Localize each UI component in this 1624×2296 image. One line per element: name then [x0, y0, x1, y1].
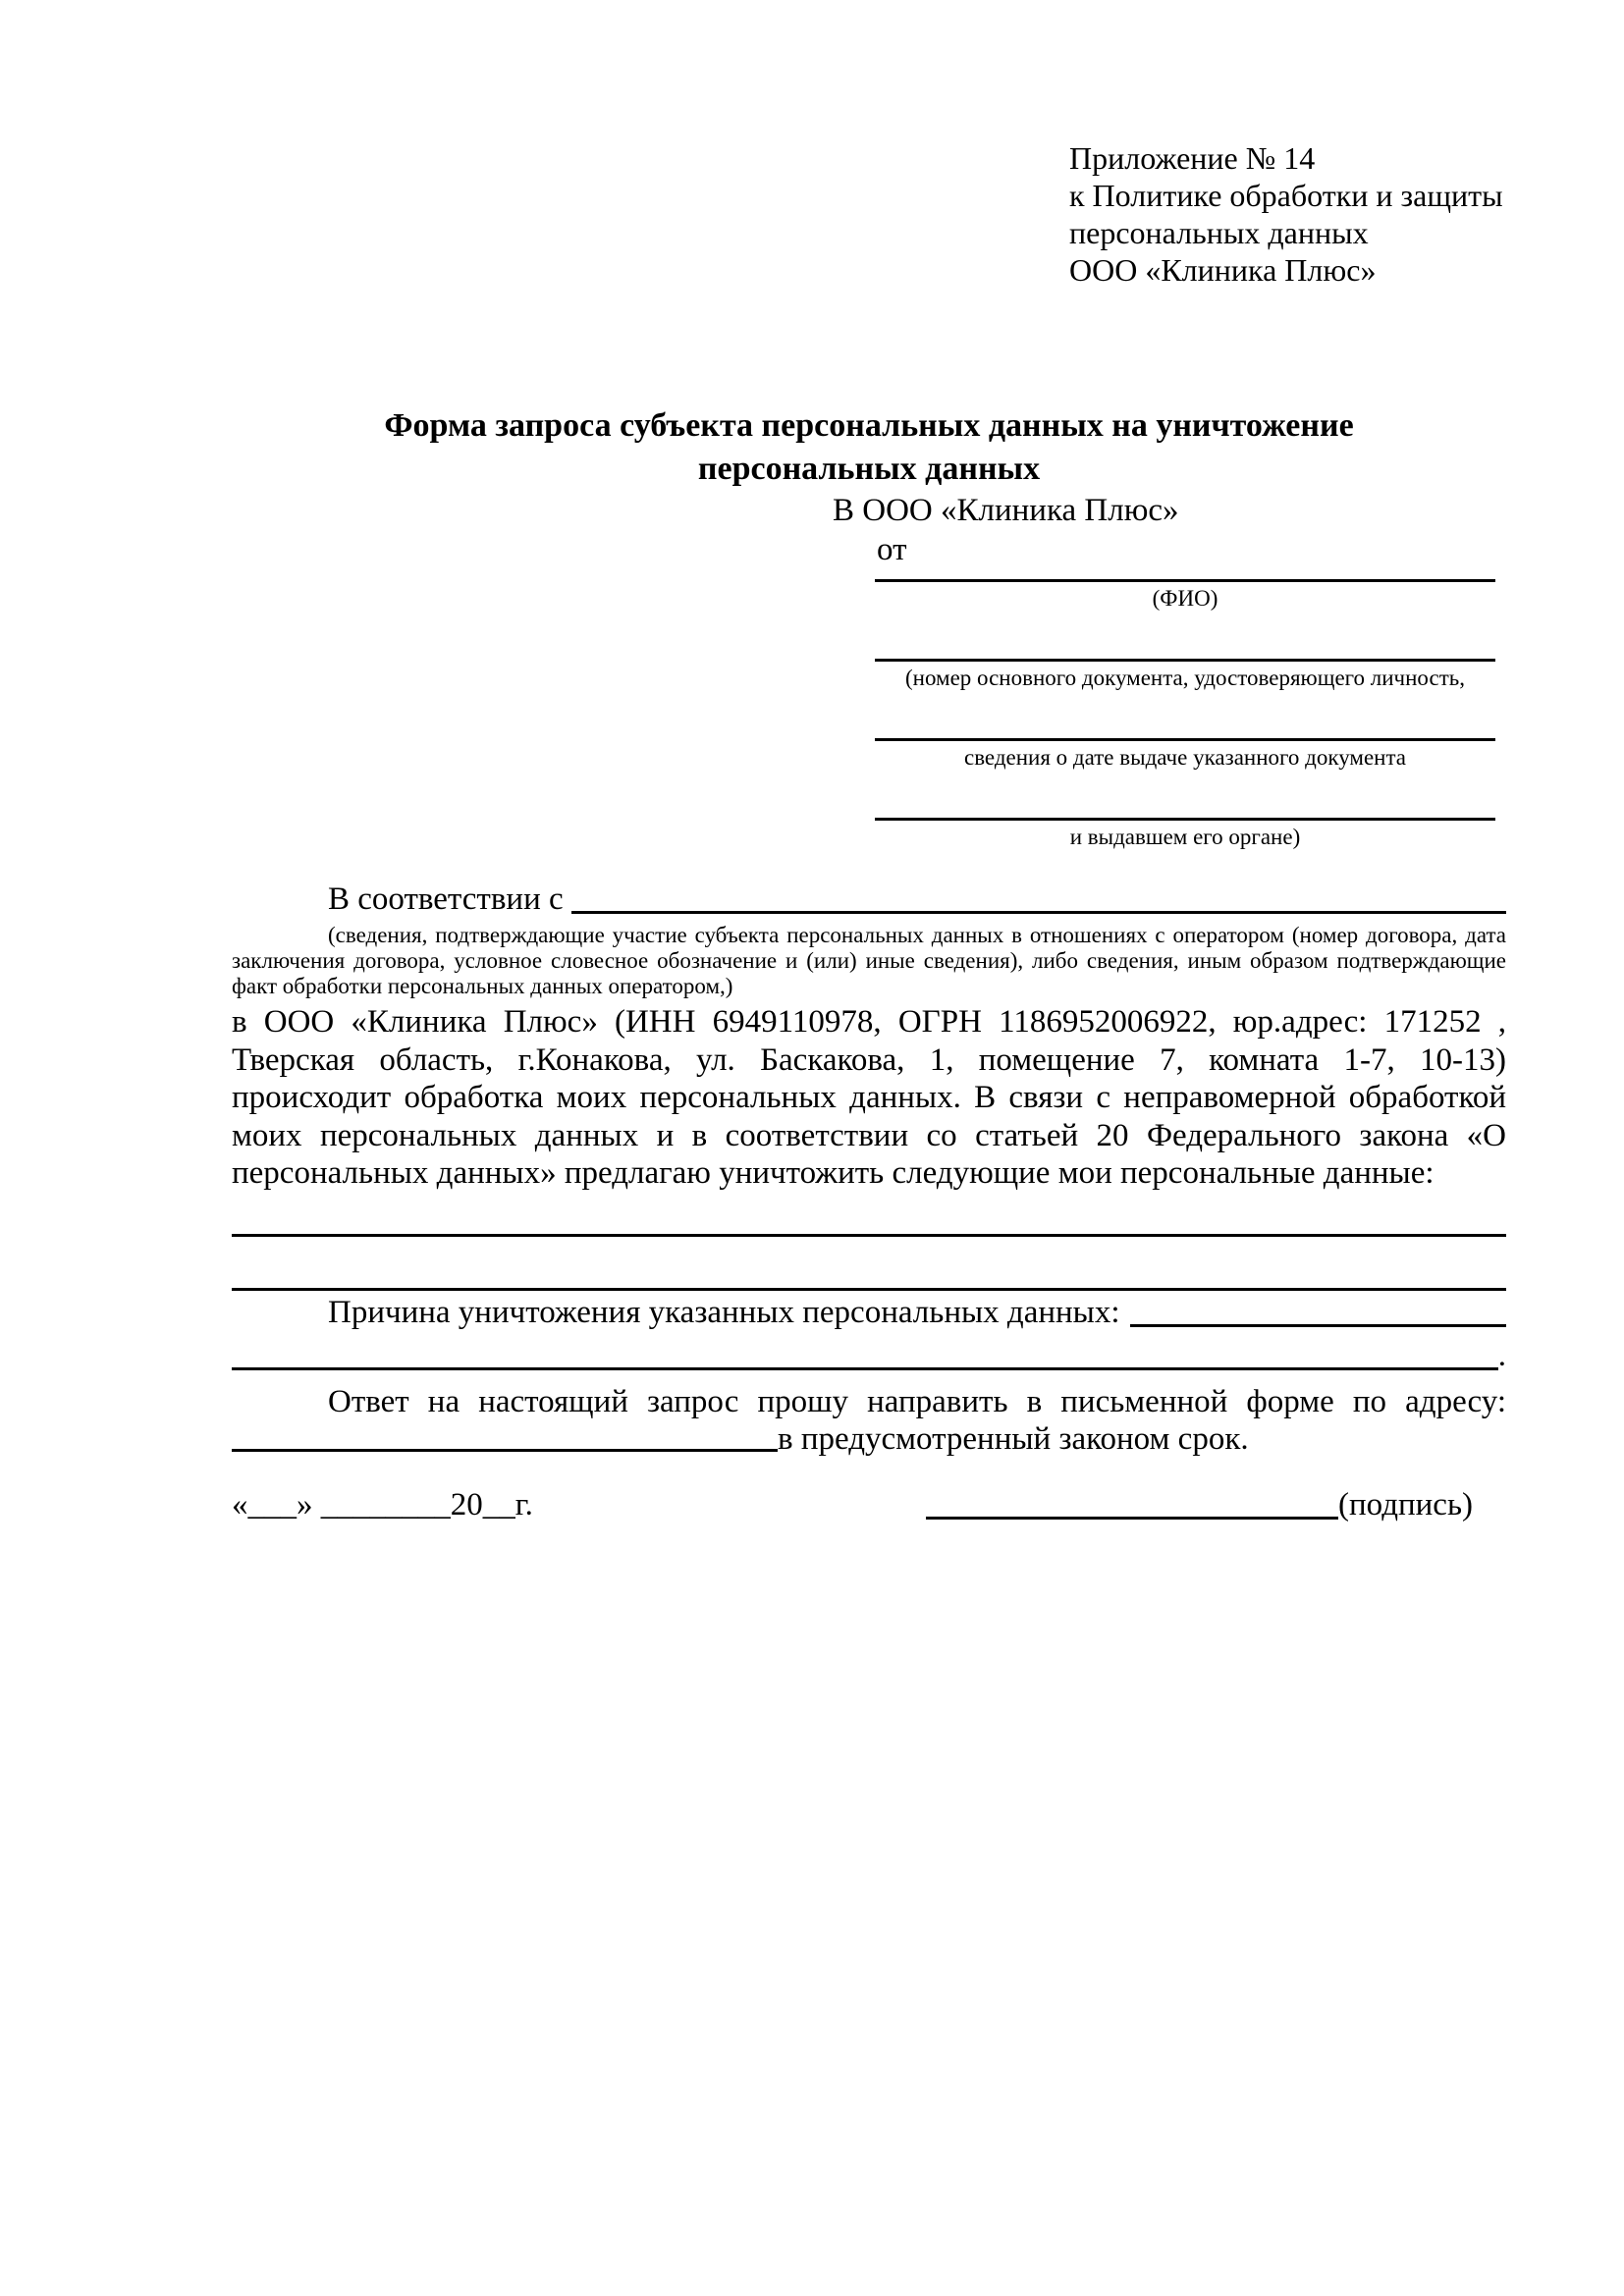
fio-field — [875, 569, 1495, 612]
applicant-fields — [875, 569, 1495, 850]
reason-label: Причина уничтожения указанных персональных данных: — [328, 1294, 1120, 1330]
appendix-line: Приложение № 14 — [1069, 140, 1316, 176]
signature-blank-line — [926, 1483, 1338, 1520]
issue-date-field — [875, 728, 1495, 771]
accordance-row — [232, 878, 1506, 921]
issue-date-caption: сведения о дате выдаче указанного документа — [963, 745, 1407, 770]
response-suffix: в предусмотренный законом срок. — [778, 1420, 1249, 1457]
reason-blank-line-2 — [232, 1334, 1498, 1370]
accordance-label: В соответствии с — [328, 881, 564, 917]
id-document-blank-line — [875, 649, 1495, 662]
personal-data-blank-line-2 — [232, 1237, 1506, 1291]
period-mark: . — [1497, 1337, 1506, 1373]
issuing-authority-blank-line — [875, 808, 1495, 821]
id-document-caption: (номер основного документа, удостоверяющего личность, — [904, 666, 1465, 690]
reason-continuation-row — [232, 1334, 1506, 1377]
signature-caption: (подпись) — [1338, 1486, 1473, 1522]
reason-blank-line — [1130, 1291, 1506, 1327]
addressee-line: В ООО «Клиника Плюс» — [833, 493, 1179, 528]
date-signature-row — [232, 1483, 1506, 1526]
body-paragraph: в ООО «Клиника Плюс» (ИНН 6949110978, ОГРН 1186952006922, юр.адрес: 171252 , Тверская область, г.Конакова, ул. Баскакова, 1, помещение 7, комната 1-7, 10-13) происходит обработка моих персональных данных. В связи с неправомерной обработкой моих персональных данных и в соответствии со статьей 20 Федерального закона «О персональных данных» предлагаю уничтожить следующие мои персональные данные: — [232, 1004, 1506, 1191]
reason-row — [232, 1291, 1506, 1334]
form-title: Форма запроса субъекта персональных данных на уничтожение персональных данных — [384, 407, 1354, 487]
response-request-line: Ответ на настоящий запрос прошу направить в письменной форме по адресу: — [328, 1383, 1506, 1419]
issuing-authority-field — [875, 808, 1495, 850]
fio-caption: (ФИО) — [1152, 586, 1218, 611]
appendix-line: к Политике обработки и защиты — [1069, 178, 1503, 213]
signature-group — [926, 1483, 1473, 1526]
fio-blank-line — [875, 569, 1495, 582]
date-placeholder: «___» ________20__г. — [232, 1486, 533, 1522]
appendix-header — [1069, 139, 1506, 289]
accordance-blank-line — [571, 878, 1506, 914]
issuing-authority-caption: и выдавшем его органе) — [1069, 825, 1301, 849]
issue-date-blank-line — [875, 728, 1495, 741]
appendix-line: ООО «Клиника Плюс» — [1069, 252, 1377, 288]
appendix-line: персональных данных — [1069, 215, 1369, 250]
response-address-row — [232, 1420, 1506, 1458]
address-blank-line — [232, 1420, 778, 1452]
from-label: от — [877, 532, 907, 567]
id-document-field — [875, 649, 1495, 691]
personal-data-blank-line-1 — [232, 1193, 1506, 1237]
accordance-footnote: (сведения, подтверждающие участие субъекта персональных данных в отношениях с оператором (номер договора, дата заключения договора, условное словесное обозначение и (или) иные сведения), либо сведения, иным образом подтверждающие факт обработки персональных данных оператором,) — [232, 923, 1506, 998]
